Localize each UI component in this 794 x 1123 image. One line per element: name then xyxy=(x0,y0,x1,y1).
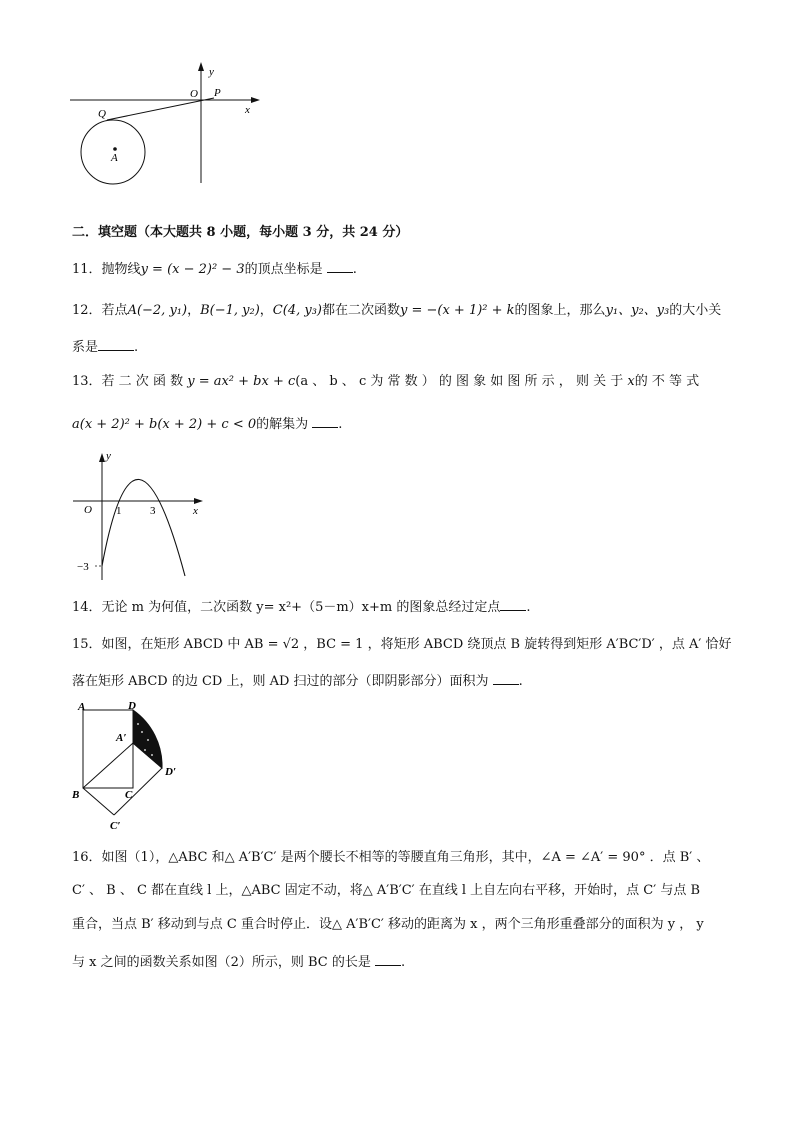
q13-line2-post: 的解集为 xyxy=(256,417,309,432)
label-q: Q xyxy=(98,108,106,120)
graph13-label-3: 3 xyxy=(150,505,156,517)
question-16-line-1 xyxy=(72,849,709,867)
question-15-line-2 xyxy=(72,672,523,691)
graph13-x-arrow xyxy=(194,498,203,504)
q12-line2-end: . xyxy=(134,340,139,355)
y-axis-arrow xyxy=(198,62,204,71)
q15-shaded-region xyxy=(133,710,162,768)
q14-text: 无论 m 为何值，二次函数 y= x²+（5－m）x+m 的图象总经过定点 xyxy=(101,600,501,615)
center-a-dot xyxy=(113,147,117,151)
graph13-parabola xyxy=(102,479,185,576)
q12-point-c: C(4, y₃) xyxy=(272,303,322,318)
q13-mid: (a 、 b 、 c 为 常 数 ） 的 图 象 如 图 所 示 ， 则 关 于 xyxy=(295,374,624,389)
q16-line3: 重合，当点 B′ 移动到与点 C 重合时停止．设△ A′B′C′ 移动的距离为 x ，两个三角形重叠部分的面积为 y ， y xyxy=(72,917,704,932)
q13-end: . xyxy=(338,417,343,432)
q14-answer-blank[interactable] xyxy=(500,598,526,611)
q15-end: . xyxy=(518,674,523,689)
q14-end: . xyxy=(526,600,531,615)
q12-point-b: B(−1, y₂) xyxy=(200,303,260,318)
q16-line4: 与 x 之间的函数关系如图（2）所示，则 BC 的长是 xyxy=(72,955,371,970)
q16-number: 16． xyxy=(72,850,102,865)
question-13-line-2 xyxy=(72,415,342,434)
section-2-title: 二．填空题（本大题共 8 小题，每小题 3 分，共 24 分） xyxy=(72,225,409,240)
top-figure xyxy=(60,55,275,190)
q15-label-c1: C′ xyxy=(110,820,121,832)
q11-end: . xyxy=(352,262,357,277)
q15-line-b-a1 xyxy=(83,743,133,788)
q16-line1: 如图（1），△ABC 和△ A′B′C′ 是两个腰长不相等的等腰直角三角形，其中，∠A = ∠A′ = 90° ．点 B′ 、 xyxy=(101,850,710,865)
q15-label-d1: D′ xyxy=(165,766,177,778)
q15-figure xyxy=(70,700,185,835)
q15-line-d1-c1 xyxy=(114,768,162,815)
q16-answer-blank[interactable] xyxy=(375,953,401,966)
q12-post: 的图象上，那么 xyxy=(514,303,606,318)
graph13-label-o: O xyxy=(84,504,92,516)
q15-label-b: B xyxy=(72,789,80,801)
q11-formula: y = (x − 2)² − 3 xyxy=(140,262,245,277)
q16-end: . xyxy=(401,955,406,970)
label-x: x xyxy=(245,104,250,116)
label-p: P xyxy=(214,87,221,99)
q12-formula: y = −(x + 1)² + k xyxy=(400,303,515,318)
q12-number: 12． xyxy=(72,303,102,318)
question-12-line-1 xyxy=(72,302,721,320)
q15-line-c1-b xyxy=(83,788,114,815)
q11-answer-blank[interactable] xyxy=(327,260,353,273)
q13-formula: y = ax² + bx + c xyxy=(187,374,296,389)
tangent-pq xyxy=(107,98,214,120)
question-16-line-4 xyxy=(72,953,405,972)
question-16-line-3 xyxy=(72,916,704,934)
q13-inequality: a(x + 2)² + b(x + 2) + c < 0 xyxy=(72,417,257,432)
question-15-line-1 xyxy=(72,636,732,654)
x-axis-arrow xyxy=(251,97,260,103)
q15-rect-abcd xyxy=(83,710,133,788)
label-a: A xyxy=(111,152,118,164)
q12-mid: 都在二次函数 xyxy=(321,303,400,318)
q12-answer-blank[interactable] xyxy=(98,338,134,351)
q15-label-d: D xyxy=(128,700,136,712)
q11-number: 11． xyxy=(72,262,102,277)
q13-answer-blank[interactable] xyxy=(312,415,338,428)
q11-post: 的顶点坐标是 xyxy=(244,262,323,277)
q12-comma-1: ， xyxy=(187,303,201,318)
graph13-label-1: 1 xyxy=(116,505,122,517)
question-14 xyxy=(72,598,531,617)
q15-line-b-d xyxy=(83,710,133,788)
q15-line2: 落在矩形 ABCD 的边 CD 上，则 AD 扫过的部分（即阴影部分）面积为 xyxy=(72,674,489,689)
graph13-y-arrow xyxy=(99,453,105,462)
graph13-label-x: x xyxy=(193,505,198,517)
q11-pre: 抛物线 xyxy=(101,262,141,277)
q15-answer-blank[interactable] xyxy=(493,672,519,685)
graph13-label-neg3: −3 xyxy=(77,561,89,573)
question-16-line-2 xyxy=(72,882,700,900)
q13-pre: 若 二 次 函 数 xyxy=(101,374,184,389)
q16-line2: C′ 、 B 、 C 都在直线 l 上，△ABC 固定不动，将△ A′B′C′ 在直线 l 上自左向右平移，开始时，点 C′ 与点 B xyxy=(72,883,701,898)
q12-comma-2: ， xyxy=(259,303,273,318)
graph13-label-y: y xyxy=(106,450,111,462)
q15-line1: 如图，在矩形 ABCD 中 AB = √2 ，BC = 1 ，将矩形 ABCD 绕顶点 B 旋转得到矩形 A′BC′D′ ，点 A′ 恰好 xyxy=(101,637,732,652)
q14-number: 14． xyxy=(72,600,102,615)
q13-number: 13． xyxy=(72,374,102,389)
q12-ys: y₁、y₂、y₃ xyxy=(605,303,670,318)
q13-graph xyxy=(65,448,210,583)
q12-point-a: A(−2, y₁) xyxy=(127,303,188,318)
label-o: O xyxy=(190,88,198,100)
q15-label-a1: A′ xyxy=(116,732,127,744)
q13-var: x xyxy=(627,374,635,389)
q15-number: 15． xyxy=(72,637,102,652)
q13-post: 的 不 等 式 xyxy=(634,374,700,389)
q15-label-a: A xyxy=(78,701,86,713)
q12-line2: 系是 xyxy=(72,340,99,355)
label-y: y xyxy=(209,66,214,78)
q12-line1-end: 的大小关 xyxy=(669,303,722,318)
q15-label-c: C xyxy=(125,789,133,801)
question-11 xyxy=(72,260,357,279)
question-13-line-1 xyxy=(72,373,699,391)
question-12-line-2 xyxy=(72,338,138,357)
q12-pre: 若点 xyxy=(101,303,128,318)
